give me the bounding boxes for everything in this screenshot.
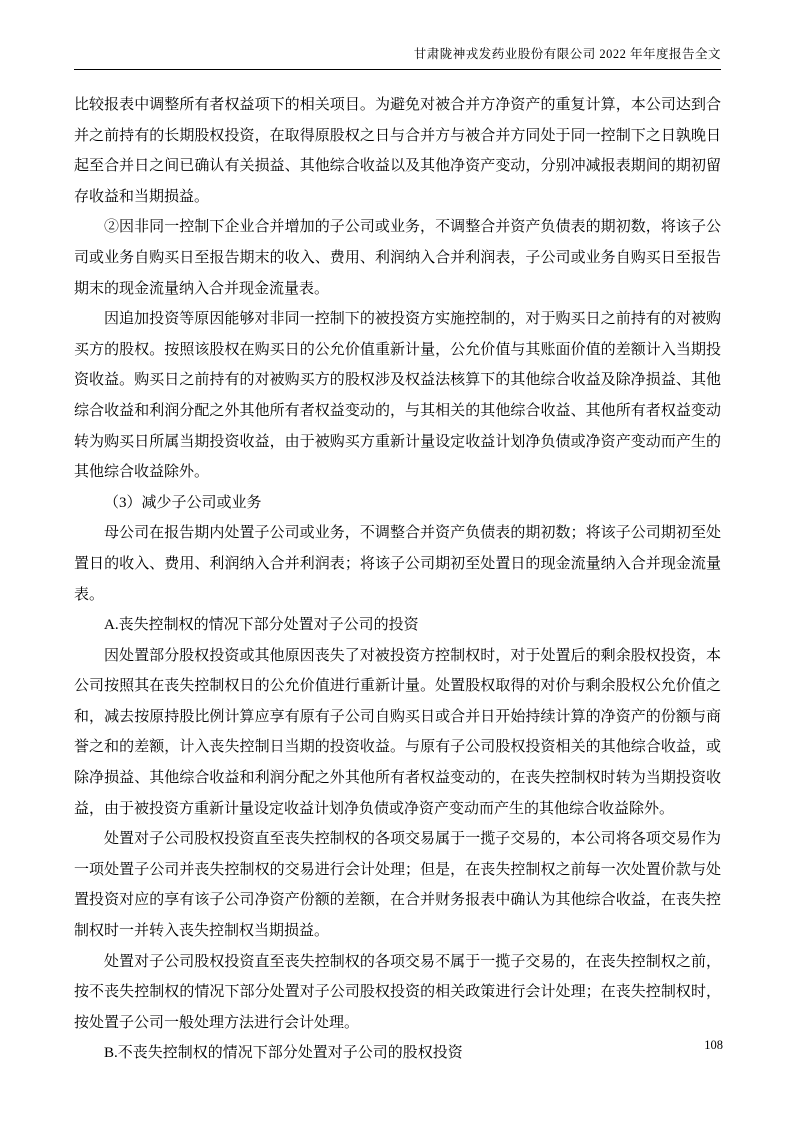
header-title: 甘肃陇神戎发药业股份有限公司 2022 年年度报告全文 [413, 47, 721, 61]
page-footer [704, 1038, 723, 1053]
document-body [74, 90, 721, 1069]
paragraph: 比较报表中调整所有者权益项下的相关项目。为避免对被合并方净资产的重复计算，本公司达到合并之前持有的长期股权投资，在取得原股权之日与合并方与被合并方同处于同一控制下之日孰晚日起至合并日之间已确认有关损益、其他综合收益以及其他净资产变动，分别冲减报表期间的期初留存收益和当期损益。 [74, 97, 721, 205]
paragraph: B.不丧失控制权的情况下部分处置对子公司的股权投资 [104, 1045, 463, 1062]
paragraph: （3）减少子公司或业务 [104, 494, 262, 511]
paragraph: 处置对子公司股权投资直至丧失控制权的各项交易不属于一揽子交易的，在丧失控制权之前，按不丧失控制权的情况下部分处置对子公司股权投资的相关政策进行会计处理；在丧失控制权时，按处置子公司一般处理方法进行会计处理。 [74, 953, 721, 1031]
paragraph: A.丧失控制权的情况下部分处置对子公司的投资 [104, 617, 419, 634]
paragraph: 因处置部分股权投资或其他原因丧失了对被投资方控制权时，对于处置后的剩余股权投资，本公司按照其在丧失控制权日的公允价值进行重新计量。处置股权取得的对价与剩余股权公允价值之和，减去按原持股比例计算应享有原有子公司自购买日或合并日开始持续计算的净资产的份额与商誉之和的差额，计入丧失控制日当期的投资收益。与原有子公司股权投资相关的其他综合收益，或除净损益、其他综合收益和利润分配之外其他所有者权益变动的，在丧失控制权时转为当期投资收益，由于被投资方重新计量设定收益计划净负债或净资产变动而产生的其他综合收益除外。 [74, 647, 721, 817]
page-number: 108 [704, 1038, 723, 1052]
paragraph: 因追加投资等原因能够对非同一控制下的被投资方实施控制的，对于购买日之前持有的对被购买方的股权。按照该股权在购买日的公允价值重新计量，公允价值与其账面价值的差额计入当期投资收益。购买日之前持有的对被购买方的股权涉及权益法核算下的其他综合收益及除净损益、其他综合收益和利润分配之外其他所有者权益变动的，与其相关的其他综合收益、其他所有者权益变动转为购买日所属当期投资收益，由于被购买方重新计量设定收益计划净负债或净资产变动而产生的其他综合收益除外。 [74, 311, 721, 481]
paragraph: 母公司在报告期内处置子公司或业务，不调整合并资产负债表的期初数；将该子公司期初至处置日的收入、费用、利润纳入合并利润表；将该子公司期初至处置日的现金流量纳入合并现金流量表。 [74, 525, 721, 603]
paragraph: ②因非同一控制下企业合并增加的子公司或业务，不调整合并资产负债表的期初数，将该子公司或业务自购买日至报告期末的收入、费用、利润纳入合并利润表，子公司或业务自购买日至报告期末的现金流量纳入合并现金流量表。 [74, 219, 721, 297]
paragraph: 处置对子公司股权投资直至丧失控制权的各项交易属于一揽子交易的，本公司将各项交易作为一项处置子公司并丧失控制权的交易进行会计处理；但是，在丧失控制权之前每一次处置价款与处置投资对应的享有该子公司净资产份额的差额，在合并财务报表中确认为其他综合收益，在丧失控制权时一并转入丧失控制权当期损益。 [74, 831, 721, 940]
page-header [74, 44, 721, 70]
